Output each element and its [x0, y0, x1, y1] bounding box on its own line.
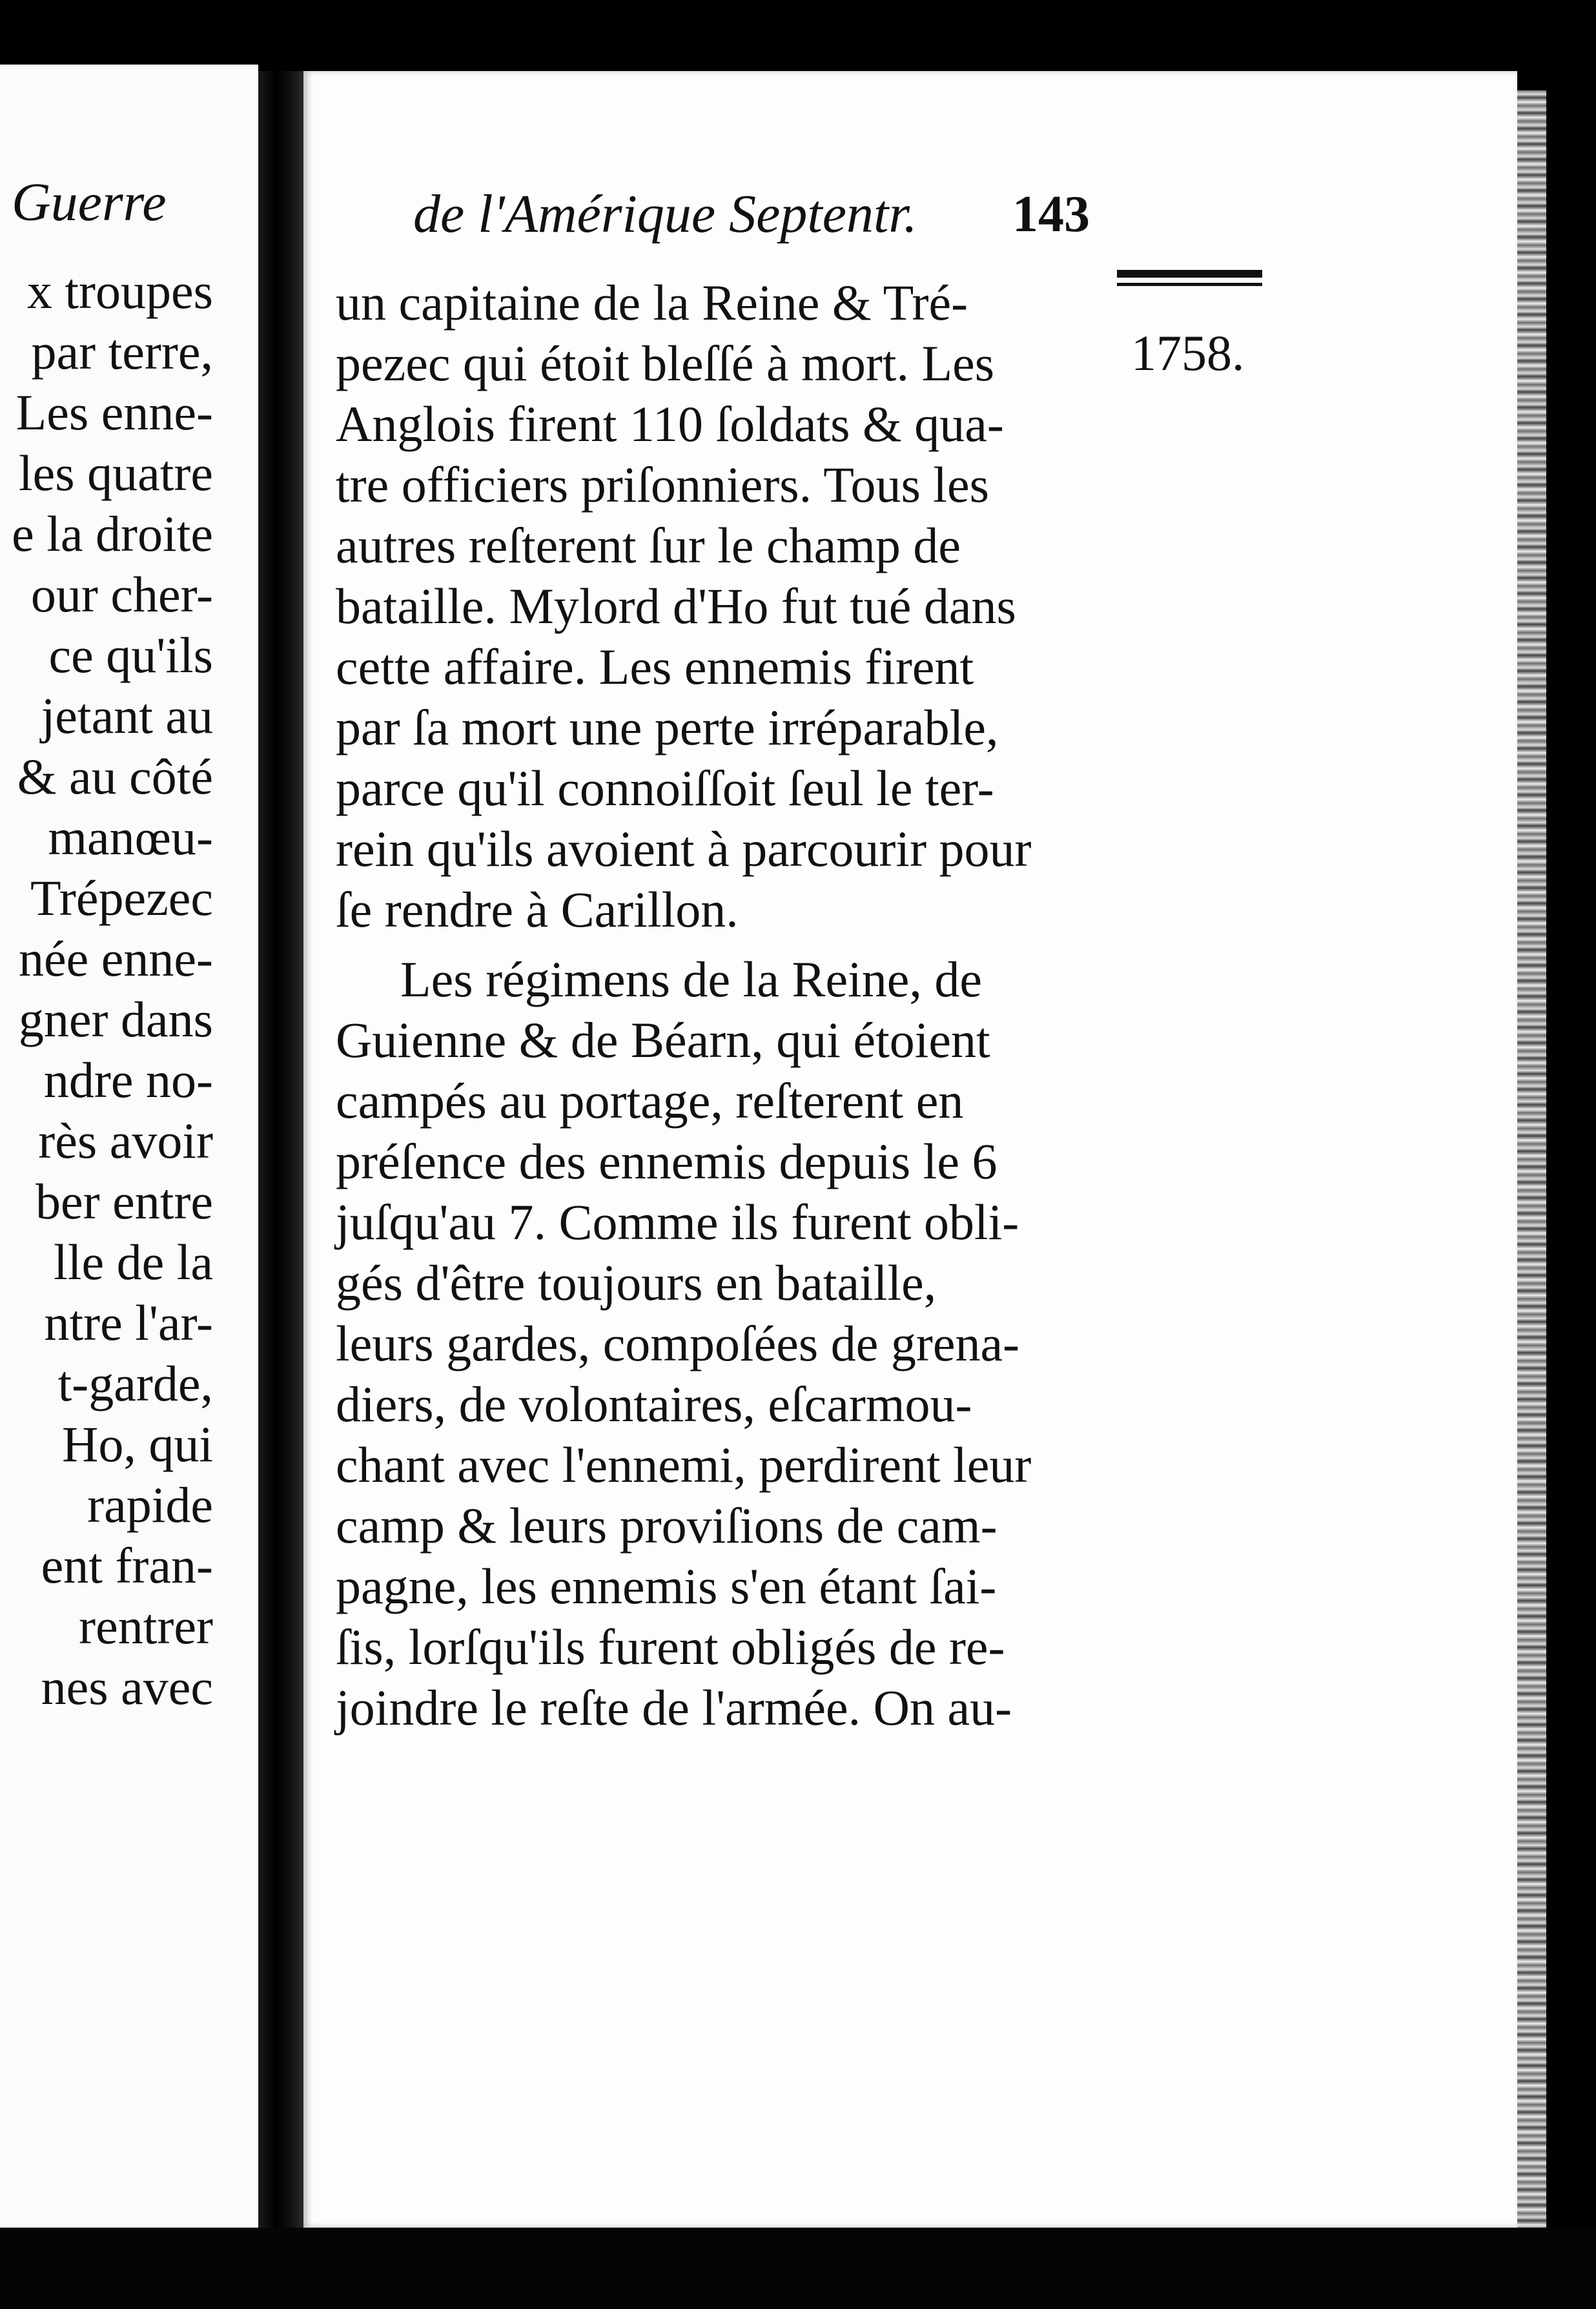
- left-line: rès avoir: [38, 1113, 213, 1169]
- left-line: Ho, qui: [62, 1416, 213, 1472]
- text-line: un capitaine de la Reine & Tré-: [336, 274, 968, 331]
- left-line: née enne-: [19, 930, 213, 987]
- text-line: pagne, les ennemis s'en étant ſai-: [336, 1558, 997, 1614]
- text-line: Les régimens de la Reine, de: [400, 951, 982, 1007]
- marginal-rule: [1117, 270, 1262, 278]
- left-line: ntre l'ar-: [44, 1295, 213, 1351]
- text-line: ſe rendre à Carillon.: [336, 881, 739, 938]
- text-line: campés au portage, reſterent en: [336, 1072, 964, 1129]
- marginal-rule-thin: [1117, 283, 1262, 286]
- left-line: ce qu'ils: [48, 627, 213, 683]
- text-line: ſis, lorſqu'ils furent obligés de re-: [336, 1619, 1005, 1675]
- left-line: manœu-: [48, 809, 213, 865]
- text-line: gés d'être toujours en bataille,: [336, 1255, 937, 1311]
- left-line: our cher-: [30, 566, 213, 622]
- left-line: lle de la: [54, 1234, 213, 1290]
- text-line: joindre le reſte de l'armée. On au-: [336, 1679, 1012, 1736]
- left-line: t-garde,: [57, 1355, 213, 1411]
- book-gutter: [258, 71, 303, 2234]
- text-line: juſqu'au 7. Comme ils furent obli-: [336, 1194, 1019, 1250]
- left-line: gner dans: [18, 991, 213, 1047]
- text-line: pezec qui étoit bleſſé à mort. Les: [336, 335, 995, 391]
- left-line: & au côté: [17, 748, 213, 805]
- left-line: Les enne-: [15, 384, 213, 440]
- left-line: jetant au: [41, 688, 213, 744]
- left-line: rapide: [87, 1477, 213, 1533]
- text-line: leurs gardes, compoſées de grena-: [336, 1315, 1020, 1371]
- left-line: nes avec: [41, 1659, 213, 1715]
- left-line: ndre no-: [43, 1052, 213, 1108]
- scan-bottom-border: [0, 2228, 1596, 2309]
- marginal-year: 1758.: [1131, 325, 1245, 381]
- text-line: diers, de volontaires, eſcarmou-: [336, 1376, 972, 1432]
- left-line: rentrer: [79, 1598, 213, 1654]
- text-line: cette affaire. Les ennemis firent: [336, 639, 974, 695]
- text-line: bataille. Mylord d'Ho fut tué dans: [336, 578, 1016, 634]
- text-line: Anglois firent 110 ſoldats & qua-: [336, 396, 1004, 452]
- left-line: par terre,: [31, 323, 213, 380]
- left-line: les quatre: [18, 445, 213, 501]
- left-line: e la droite: [12, 506, 213, 562]
- text-line: chant avec l'ennemi, perdirent leur: [336, 1437, 1032, 1493]
- page-number: 143: [1012, 186, 1090, 243]
- left-line: x troupes: [26, 263, 213, 319]
- text-line: camp & leurs proviſions de cam-: [336, 1497, 998, 1554]
- text-line: préſence des ennemis depuis le 6: [336, 1133, 998, 1189]
- left-page-header: Guerre: [12, 172, 167, 232]
- left-line: ent fran-: [41, 1537, 213, 1594]
- left-line: Trépezec: [30, 870, 213, 926]
- left-line: ber entre: [36, 1173, 213, 1229]
- text-line: tre officiers priſonniers. Tous les: [336, 457, 989, 513]
- text-line: parce qu'il connoiſſoit ſeul le ter-: [336, 760, 994, 816]
- text-line: Guienne & de Béarn, qui étoient: [336, 1012, 990, 1068]
- page-edge: [1517, 90, 1546, 2228]
- text-line: autres reſterent ſur le champ de: [336, 517, 961, 573]
- running-header: de l'Amérique Septentr.: [413, 184, 917, 244]
- text-line: par ſa mort une perte irréparable,: [336, 699, 999, 755]
- text-line: rein qu'ils avoient à parcourir pour: [336, 821, 1032, 877]
